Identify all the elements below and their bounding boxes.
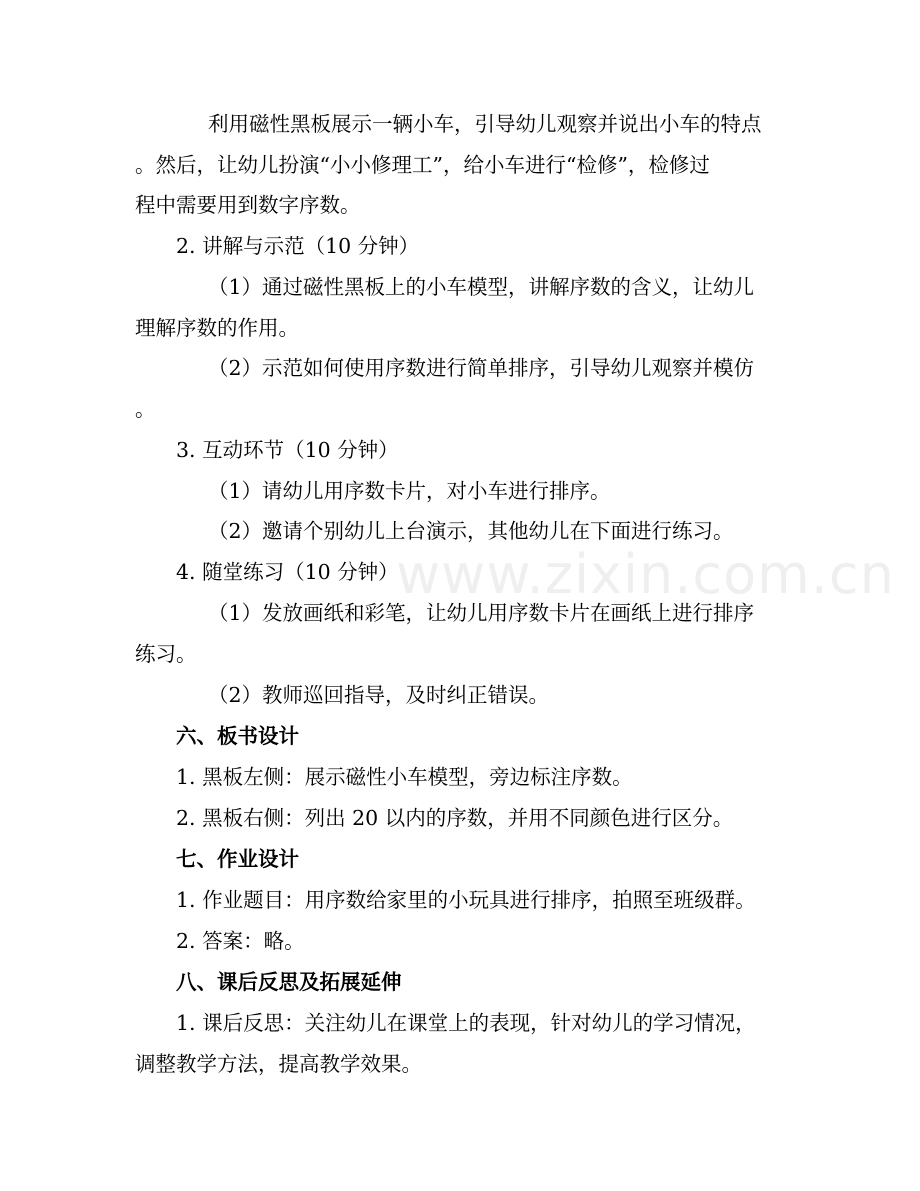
paragraph-line: 。	[135, 397, 156, 421]
section-heading: 2. 讲解与示范（10 分钟）	[176, 234, 420, 258]
chapter-heading: 六、板书设计	[176, 724, 299, 748]
paragraph-line: （2）示范如何使用序数进行简单排序，引导幼儿观察并模仿	[208, 356, 755, 380]
paragraph-line: 理解序数的作用。	[135, 316, 299, 340]
paragraph-line: （1）请幼儿用序数卡片，对小车进行排序。	[208, 479, 611, 503]
paragraph-line: 。然后，让幼儿扮演“小小修理工”，给小车进行“检修”，检修过	[135, 153, 710, 177]
paragraph-line: （1）发放画纸和彩笔，让幼儿用序数卡片在画纸上进行排序	[208, 601, 755, 625]
paragraph-line: （1）通过磁性黑板上的小车模型，讲解序数的含义，让幼儿	[208, 275, 755, 299]
paragraph-line: 调整教学方法，提高教学效果。	[135, 1052, 422, 1076]
list-item: 1. 黑板左侧：展示磁性小车模型，旁边标注序数。	[176, 765, 633, 789]
paragraph-line: 程中需要用到数字序数。	[135, 193, 361, 217]
paragraph-line: （2）教师巡回指导，及时纠正错误。	[208, 683, 550, 707]
section-heading: 4. 随堂练习（10 分钟）	[176, 560, 399, 584]
paragraph-line: 练习。	[135, 642, 197, 666]
list-item: 1. 作业题目：用序数给家里的小玩具进行排序，拍照至班级群。	[176, 888, 756, 912]
list-item: 2. 黑板右侧：列出 20 以内的序数，并用不同颜色进行区分。	[176, 806, 734, 830]
chapter-heading: 八、课后反思及拓展延伸	[176, 970, 402, 994]
list-item: 1. 课后反思：关注幼儿在课堂上的表现，针对幼儿的学习情况，	[176, 1011, 756, 1035]
list-item: 2. 答案：略。	[176, 929, 305, 953]
watermark: www.zixin.com.cn	[396, 543, 895, 606]
paragraph-line: （2）邀请个别幼儿上台演示，其他幼儿在下面进行练习。	[208, 519, 734, 543]
paragraph-line: 利用磁性黑板展示一辆小车，引导幼儿观察并说出小车的特点	[208, 112, 762, 136]
section-heading: 3. 互动环节（10 分钟）	[176, 438, 399, 462]
chapter-heading: 七、作业设计	[176, 847, 299, 871]
